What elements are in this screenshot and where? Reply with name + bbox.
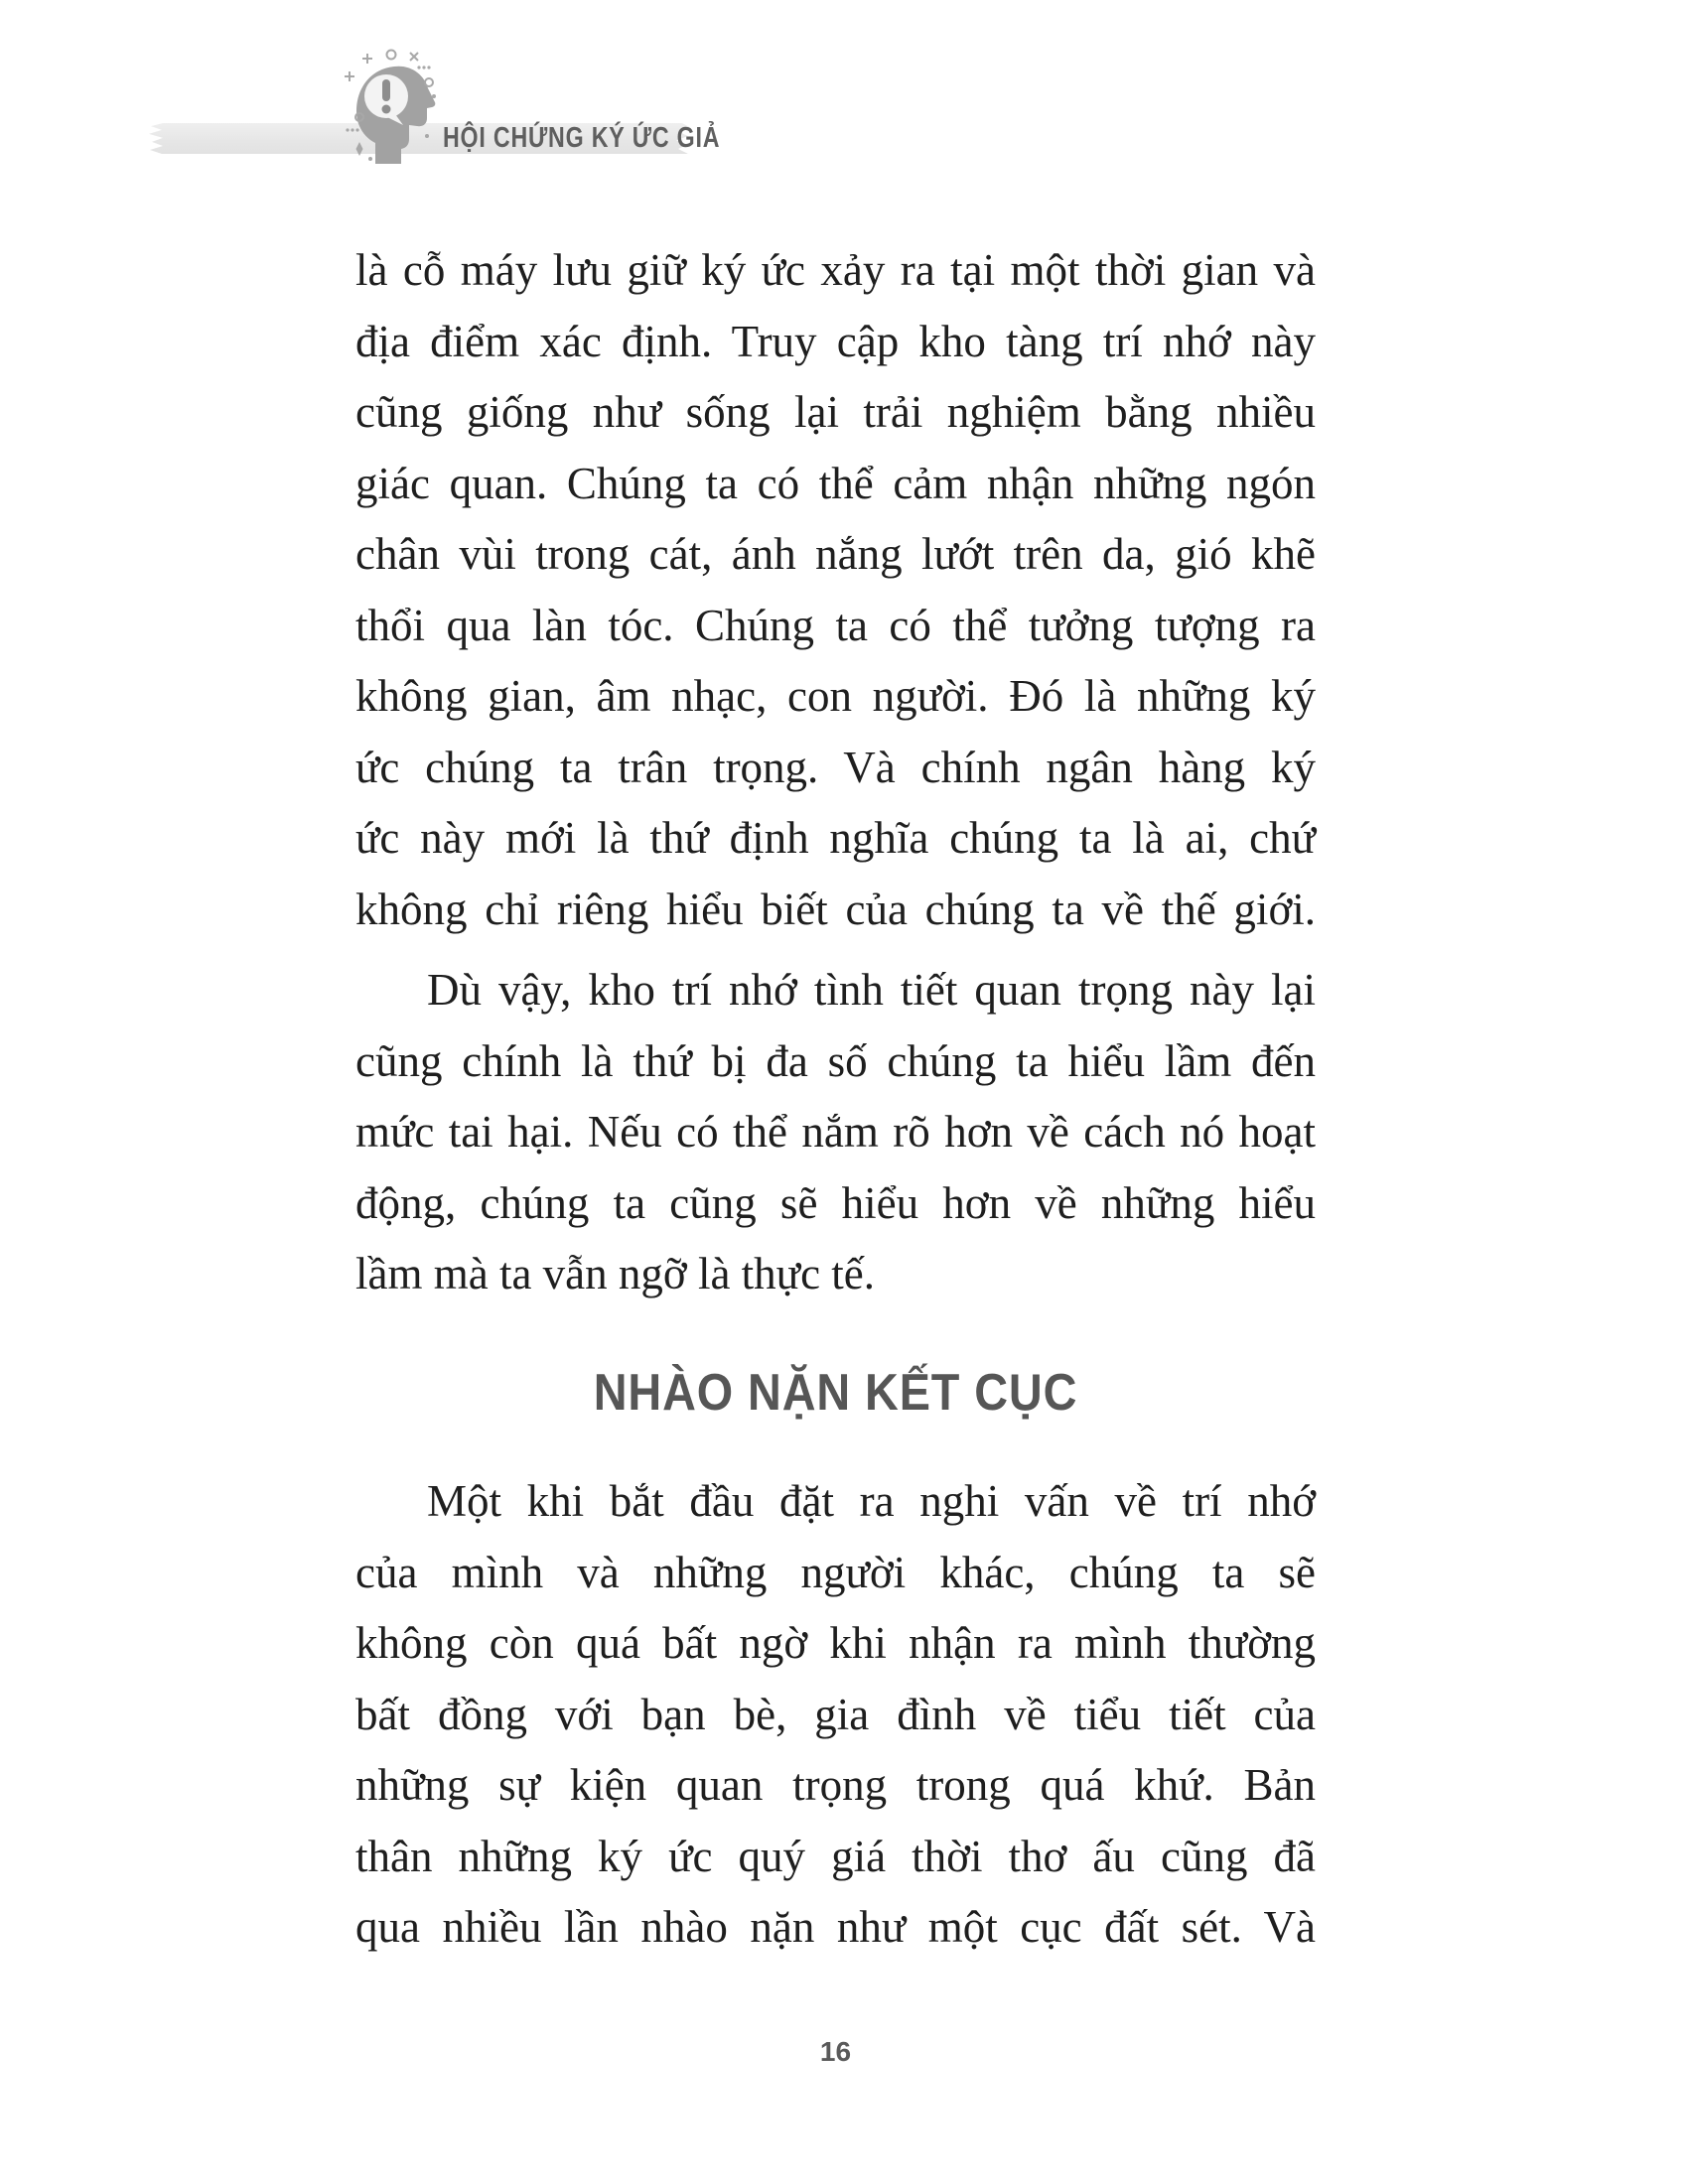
text-line: Một khi bắt đầu đặt ra nghi vấn về trí nhớ [427,1476,1316,1526]
text-line: chân vùi trong cát, ánh nắng lướt trên da, gió khẽ [355,529,1316,579]
page-number: 16 [819,2036,852,2067]
text-line: động, chúng ta cũng sẽ hiểu hơn về những hiểu [355,1177,1316,1228]
text-line: qua nhiều lần nhào nặn như một cục đất sét. Và [355,1902,1316,1952]
paragraph-1 [355,235,1316,945]
text-line: cũng chính là thứ bị đa số chúng ta hiểu lầm đến [355,1035,1316,1086]
exclamation-bar [382,79,390,101]
running-header-title: HỘI CHỨNG KÝ ỨC GIẢ [443,122,721,154]
text-line: là cỗ máy lưu giữ ký ức xảy ra tại một thời gian và [355,245,1316,295]
paragraph-2 [355,955,1316,1310]
text-line: bất đồng với bạn bè, gia đình về tiểu tiết của [355,1689,1316,1739]
text-line: ức chúng ta trân trọng. Và chính ngân hàng ký [355,742,1316,792]
text-line: thổi qua làn tóc. Chúng ta có thể tưởng tượng ra [355,600,1316,650]
text-line: những sự kiện quan trọng trong quá khứ. Bản [355,1760,1316,1810]
text-line: không còn quá bất ngờ khi nhận ra mình thường [355,1618,1316,1668]
text-line: cũng giống như sống lại trải nghiệm bằng nhiều [355,387,1316,437]
text-line: mức tai hại. Nếu có thể nắm rõ hơn về cách nó hoạt [355,1107,1316,1157]
text-line: không gian, âm nhạc, con người. Đó là những ký [355,671,1316,721]
text-line: lầm mà ta vẫn ngỡ là thực tế. [355,1249,876,1298]
exclamation-dot [382,105,391,114]
memory-head-icon [340,44,449,165]
text-line: giác quan. Chúng ta có thể cảm nhận những ngón [355,458,1316,508]
text-line: thân những ký ức quý giá thời thơ ấu cũng đã [355,1831,1316,1881]
section-heading: NHÀO NẶN KẾT CỤC [593,1364,1078,1422]
text-line: ức này mới là thứ định nghĩa chúng ta là ai, chứ [355,813,1316,863]
text-line: Dù vậy, kho trí nhớ tình tiết quan trọng này lại [427,965,1316,1015]
paragraph-3 [355,1466,1316,1964]
text-line: của mình và những người khác, chúng ta sẽ [355,1547,1316,1597]
text-line: địa điểm xác định. Truy cập kho tàng trí nhớ này [355,316,1316,366]
text-line: không chỉ riêng hiểu biết của chúng ta về thế giới. [355,884,1316,934]
